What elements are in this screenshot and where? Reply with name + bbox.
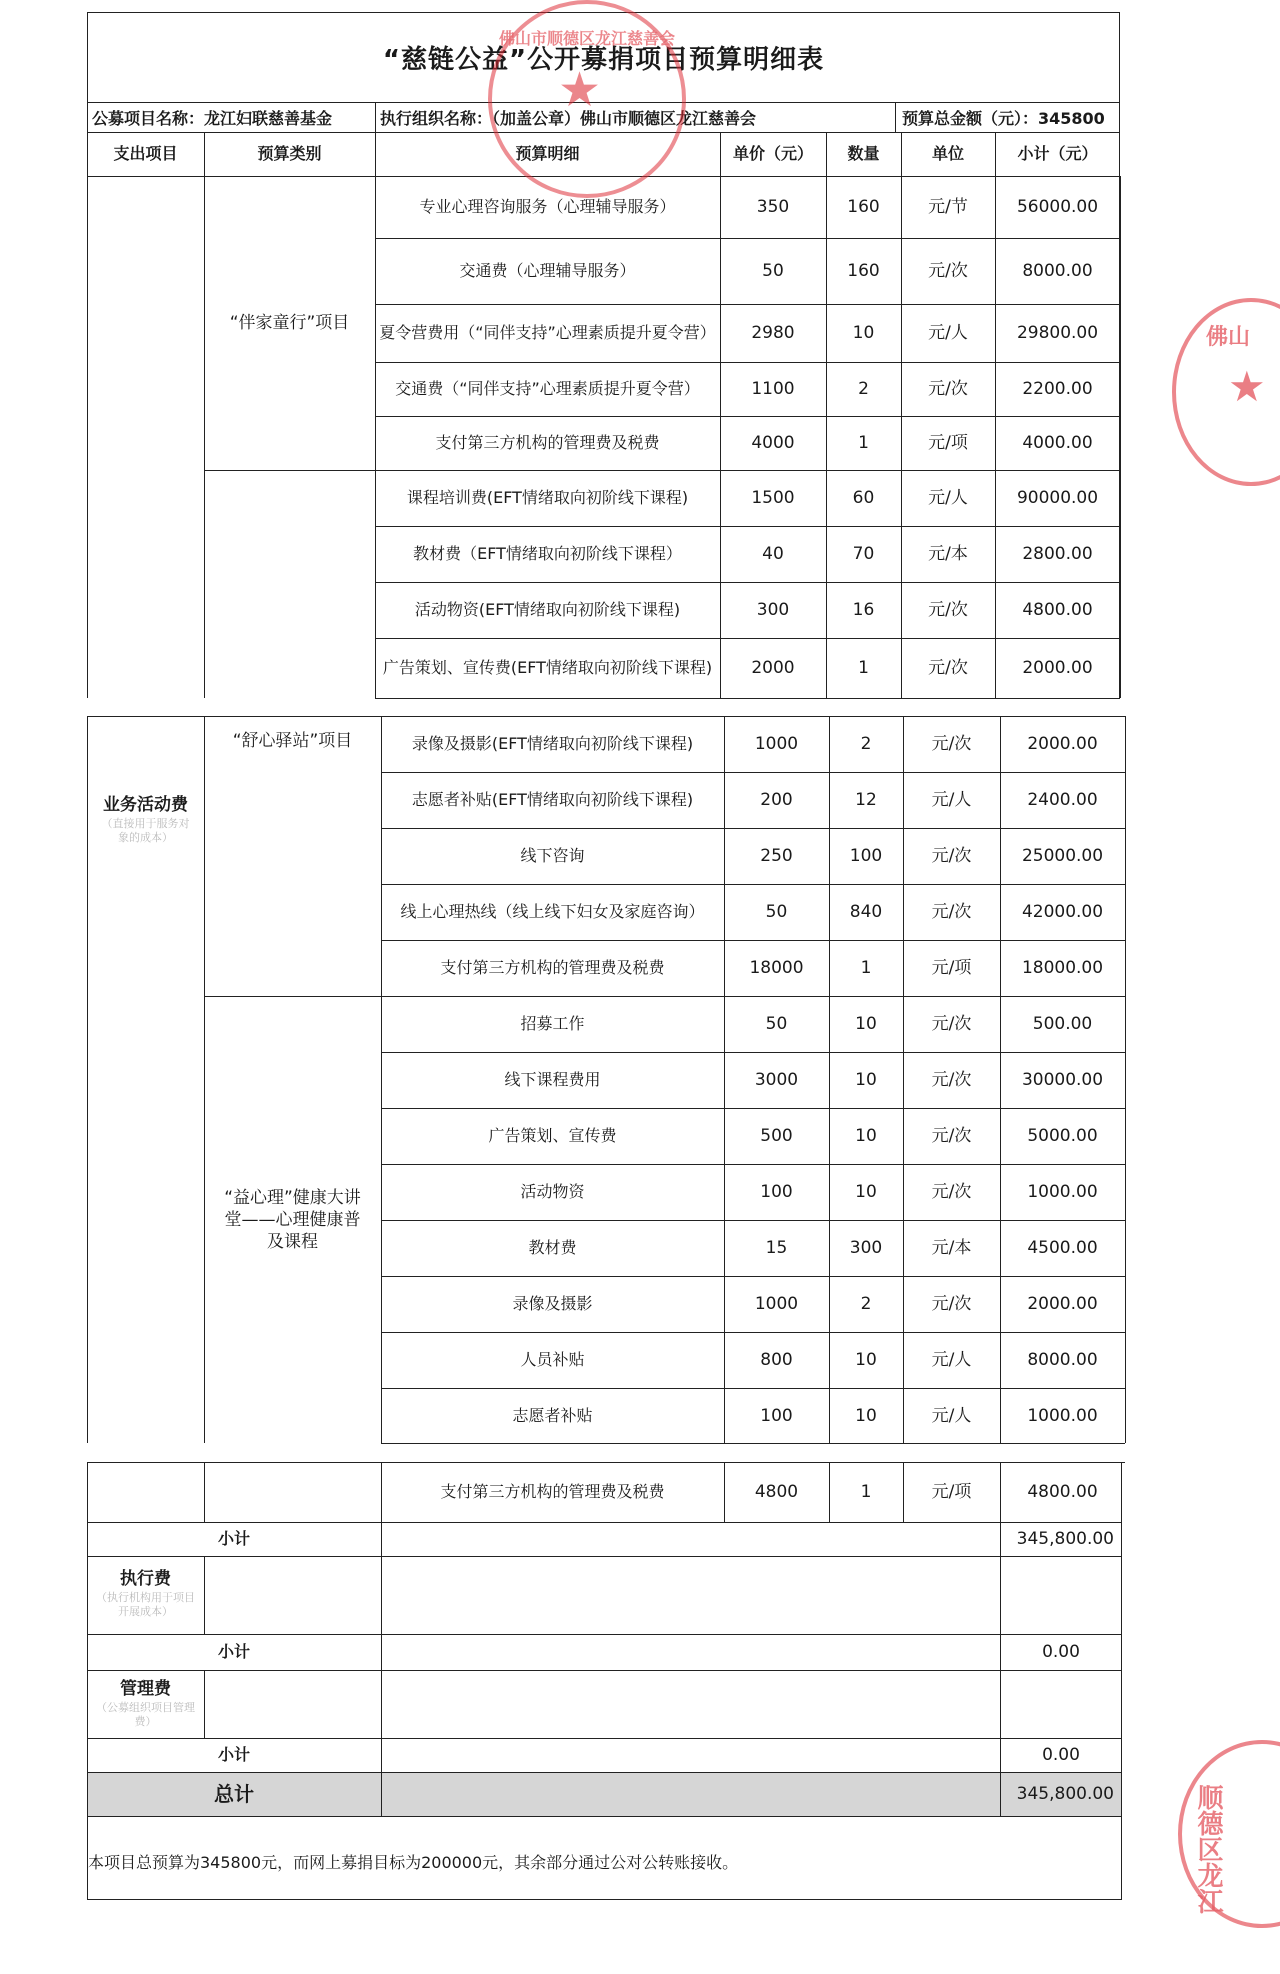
row-subtotal: 4800.00 xyxy=(1022,600,1093,620)
row-detail: 志愿者补贴 xyxy=(512,1405,593,1425)
budget-total-row xyxy=(902,106,1105,129)
row-subtotal: 2200.00 xyxy=(1022,379,1093,399)
project-name-label: 公募项目名称： xyxy=(92,109,205,128)
section-business-note: （直接用于服务对象的成本） xyxy=(101,817,190,844)
row-qty: 2 xyxy=(860,1294,872,1314)
row-unit: 元/次 xyxy=(931,734,972,754)
row-unit: 元/次 xyxy=(928,379,968,399)
section-mgmt xyxy=(87,1674,204,1731)
subtotal-exec-value: 0.00 xyxy=(1042,1642,1080,1662)
row-price: 1500 xyxy=(751,488,795,508)
row-subtotal: 42000.00 xyxy=(1021,902,1104,922)
row-unit: 元/本 xyxy=(931,1238,972,1258)
row-subtotal: 500.00 xyxy=(1032,1014,1093,1034)
row-subtotal: 2000.00 xyxy=(1027,734,1098,754)
row-unit: 元/次 xyxy=(931,1294,972,1314)
header-qty: 数量 xyxy=(847,144,880,163)
row-qty: 100 xyxy=(849,846,883,866)
row-detail: 教材费（EFT情绪取向初阶线下课程） xyxy=(413,544,682,563)
row-qty: 2 xyxy=(860,734,872,754)
header-unit: 单位 xyxy=(931,144,964,163)
category-shuxin: “舒心驿站”项目 xyxy=(232,731,353,751)
row-qty: 10 xyxy=(855,1014,877,1034)
header-subtotal: 小计（元） xyxy=(1017,144,1098,163)
row-unit: 元/项 xyxy=(928,433,968,453)
row-qty: 2 xyxy=(858,379,869,399)
row-price: 100 xyxy=(760,1405,793,1426)
row-unit: 元/次 xyxy=(928,261,968,281)
official-seal-right xyxy=(1172,298,1280,486)
header-price: 单价（元） xyxy=(732,144,813,163)
row-qty: 12 xyxy=(855,790,877,810)
row-detail: 交通费（心理辅导服务） xyxy=(459,261,636,280)
row-qty: 160 xyxy=(847,197,880,217)
subtotal-business-value: 345,800.00 xyxy=(1016,1529,1114,1549)
row-qty: 60 xyxy=(852,488,875,508)
row-unit: 元/次 xyxy=(931,1070,972,1090)
category-yixinli: “益心理”健康大讲堂——心理健康普及课程 xyxy=(224,1187,361,1252)
row-price: 4800 xyxy=(754,1482,799,1502)
seal-star-icon-right: ★ xyxy=(1228,362,1266,411)
row-unit: 元/节 xyxy=(928,197,968,217)
row-detail: 录像及摄影(EFT情绪取向初阶线下课程) xyxy=(411,734,694,753)
row-price: 250 xyxy=(760,846,793,866)
row-price: 300 xyxy=(756,600,790,620)
row-subtotal: 29800.00 xyxy=(1016,323,1099,343)
row-qty: 10 xyxy=(855,1182,877,1202)
row-subtotal: 4800.00 xyxy=(1027,1482,1098,1502)
row-detail: 活动物资(EFT情绪取向初阶线下课程) xyxy=(414,600,681,619)
row-price: 3000 xyxy=(754,1070,799,1090)
row-qty: 10 xyxy=(852,323,875,343)
row-subtotal: 5000.00 xyxy=(1027,1126,1098,1146)
official-seal-top xyxy=(488,0,686,198)
row-unit: 元/次 xyxy=(928,658,968,678)
project-name-row xyxy=(92,106,332,129)
subtotal-exec-label: 小计 xyxy=(217,1642,250,1661)
row-detail: 录像及摄影 xyxy=(512,1294,593,1313)
row-detail: 支付第三方机构的管理费及税费 xyxy=(440,958,665,977)
row-detail: 课程培训费(EFT情绪取向初阶线下课程) xyxy=(406,488,689,507)
category-banjia: “伴家童行”项目 xyxy=(229,313,350,333)
row-subtotal: 2000.00 xyxy=(1027,1294,1098,1314)
subtotal-business-label: 小计 xyxy=(217,1529,250,1548)
row-detail: 广告策划、宣传费 xyxy=(488,1126,617,1145)
subtotal-mgmt-label: 小计 xyxy=(217,1745,250,1764)
row-price: 15 xyxy=(765,1238,788,1258)
row-subtotal: 18000.00 xyxy=(1021,958,1104,978)
row-qty: 10 xyxy=(855,1405,877,1426)
row-qty: 1 xyxy=(858,433,869,453)
section-mgmt-note: （公募组织项目管理费） xyxy=(96,1701,195,1728)
row-detail: 线下课程费用 xyxy=(504,1070,601,1089)
header-item: 支出项目 xyxy=(113,144,178,163)
row-subtotal: 2800.00 xyxy=(1022,544,1093,564)
section-exec xyxy=(87,1564,204,1621)
row-price: 200 xyxy=(760,790,793,810)
row-unit: 元/次 xyxy=(928,600,968,620)
row-price: 40 xyxy=(762,544,784,564)
page-title: “慈链公益”公开募捐项目预算明细表 xyxy=(382,45,825,75)
row-unit: 元/次 xyxy=(931,1182,972,1202)
row-unit: 元/次 xyxy=(931,902,972,922)
row-qty: 1 xyxy=(860,958,872,978)
row-unit: 元/次 xyxy=(931,1014,972,1034)
row-price: 18000 xyxy=(749,958,804,978)
row-detail: 线下咨询 xyxy=(520,846,585,865)
row-detail: 活动物资 xyxy=(520,1182,585,1201)
header-category: 预算类别 xyxy=(257,144,322,163)
row-subtotal: 90000.00 xyxy=(1016,488,1099,508)
row-price: 350 xyxy=(756,197,790,217)
row-detail: 招募工作 xyxy=(520,1014,585,1033)
row-detail: 交通费（“同伴支持”心理素质提升夏令营） xyxy=(395,379,700,398)
row-price: 2000 xyxy=(751,658,795,678)
row-unit: 元/人 xyxy=(931,790,972,810)
row-subtotal: 25000.00 xyxy=(1021,846,1104,866)
row-unit: 元/项 xyxy=(931,958,972,978)
row-price: 1100 xyxy=(751,379,795,399)
row-unit: 元/人 xyxy=(928,323,968,343)
budget-total-value: 345800 xyxy=(1038,109,1105,128)
row-price: 100 xyxy=(760,1182,793,1202)
row-unit: 元/次 xyxy=(931,846,972,866)
row-price: 4000 xyxy=(751,433,795,453)
row-detail: 线上心理热线（线上线下妇女及家庭咨询） xyxy=(400,902,705,921)
grand-total-label: 总计 xyxy=(214,1782,254,1806)
row-subtotal: 1000.00 xyxy=(1027,1182,1098,1202)
row-subtotal: 2400.00 xyxy=(1027,790,1098,810)
row-qty: 300 xyxy=(849,1238,883,1258)
official-seal-bottom xyxy=(1178,1740,1280,1928)
row-price: 1000 xyxy=(754,1294,799,1314)
row-subtotal: 56000.00 xyxy=(1016,197,1099,217)
project-name-value: 龙江妇联慈善基金 xyxy=(204,109,333,128)
subtotal-mgmt-value: 0.00 xyxy=(1042,1745,1080,1765)
budget-total-label: 预算总金额（元）： xyxy=(902,109,1039,128)
section-exec-note: （执行机构用于项目开展成本） xyxy=(96,1591,195,1618)
row-qty: 16 xyxy=(852,600,875,620)
row-subtotal: 1000.00 xyxy=(1027,1405,1098,1426)
row-detail: 专业心理咨询服务（心理辅导服务） xyxy=(419,197,676,216)
row-subtotal: 30000.00 xyxy=(1021,1070,1104,1090)
row-unit: 元/人 xyxy=(931,1350,972,1370)
row-qty: 160 xyxy=(847,261,880,281)
row-unit: 元/人 xyxy=(931,1405,972,1426)
row-qty: 1 xyxy=(858,658,869,678)
row-detail: 支付第三方机构的管理费及税费 xyxy=(440,1482,665,1501)
row-price: 50 xyxy=(762,261,784,281)
row-detail: 人员补贴 xyxy=(520,1350,585,1369)
row-subtotal: 8000.00 xyxy=(1027,1350,1098,1370)
row-price: 1000 xyxy=(754,734,799,754)
row-detail: 广告策划、宣传费(EFT情绪取向初阶线下课程) xyxy=(382,658,713,677)
row-subtotal: 4500.00 xyxy=(1027,1238,1098,1258)
row-qty: 10 xyxy=(855,1070,877,1090)
row-price: 50 xyxy=(765,1014,788,1034)
row-qty: 1 xyxy=(860,1482,872,1502)
budget-note: 本项目总预算为345800元，而网上募捐目标为200000元，其余部分通过公对公转账接收。 xyxy=(88,1853,739,1872)
row-qty: 10 xyxy=(855,1350,877,1370)
row-unit: 元/项 xyxy=(931,1482,972,1502)
org-name-label: 执行组织名称： xyxy=(380,109,493,128)
section-mgmt-label: 管理费 xyxy=(120,1679,171,1699)
row-unit: 元/人 xyxy=(928,488,968,508)
row-subtotal: 8000.00 xyxy=(1022,261,1093,281)
section-business xyxy=(87,790,204,847)
row-detail: 夏令营费用（“同伴支持”心理素质提升夏令营） xyxy=(379,323,716,342)
header-detail: 预算明细 xyxy=(515,144,580,163)
org-name-value: （加盖公章）佛山市顺德区龙江慈善会 xyxy=(492,109,757,128)
seal-star-icon: ★ xyxy=(558,62,602,118)
row-subtotal: 4000.00 xyxy=(1022,433,1093,453)
row-price: 50 xyxy=(765,902,788,922)
row-unit: 元/本 xyxy=(928,544,968,564)
row-subtotal: 2000.00 xyxy=(1022,658,1093,678)
row-price: 800 xyxy=(760,1350,793,1370)
row-detail: 支付第三方机构的管理费及税费 xyxy=(435,433,660,452)
seal-top-text: 佛山市顺德区龙江慈善会 xyxy=(498,29,675,48)
row-qty: 840 xyxy=(849,902,883,922)
row-detail: 教材费 xyxy=(528,1238,577,1257)
seal-right-text: 佛山 xyxy=(1206,325,1251,350)
grand-total-value: 345,800.00 xyxy=(1016,1784,1114,1804)
section-business-label: 业务活动费 xyxy=(103,795,188,815)
row-qty: 70 xyxy=(852,544,875,564)
section-exec-label: 执行费 xyxy=(120,1569,171,1589)
row-price: 2980 xyxy=(751,323,795,343)
row-unit: 元/次 xyxy=(931,1126,972,1146)
row-price: 500 xyxy=(760,1126,793,1146)
seal-bottom-text: 顺德区龙江 xyxy=(1193,1784,1223,1914)
row-qty: 10 xyxy=(855,1126,877,1146)
row-detail: 志愿者补贴(EFT情绪取向初阶线下课程) xyxy=(411,790,694,809)
